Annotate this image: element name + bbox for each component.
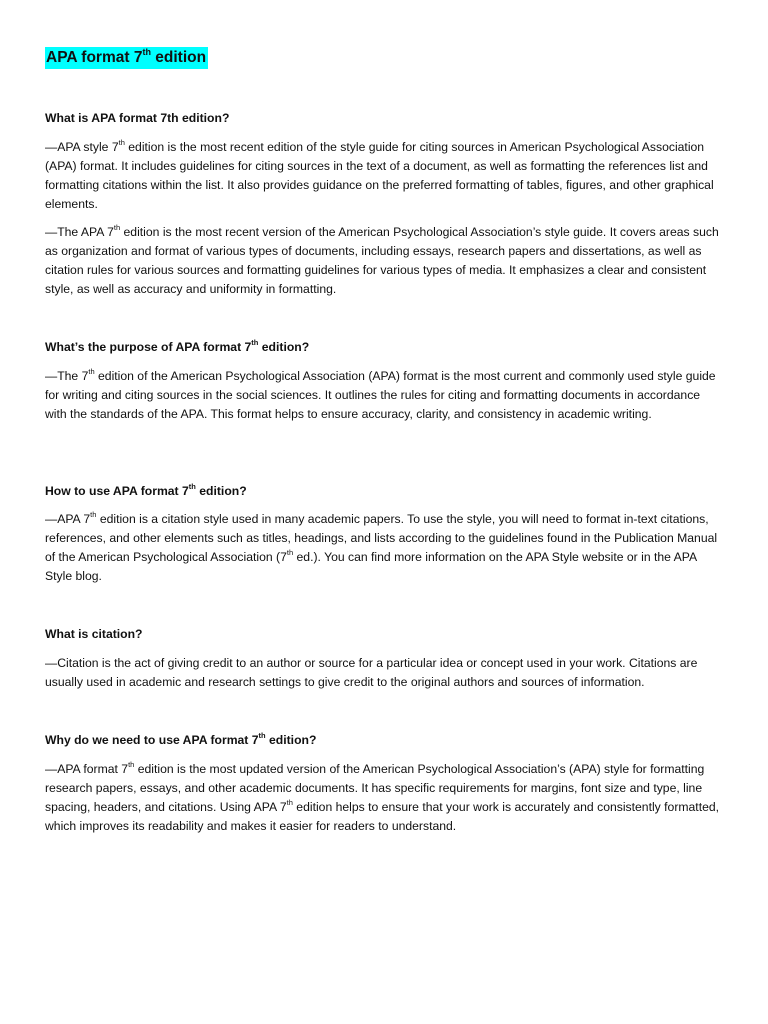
paragraph-text: edition is the most updated version of the American Psychological Association’s (APA) style for formatting research papers, essays, and other academic documents. It has specific requirements for margins, font size and type, line spacing, headers, and citations. Using APA 7 [45,762,705,814]
heading-text: Why do we need to use APA format 7 [45,733,259,747]
heading-text: edition? [195,484,247,498]
superscript: th [113,222,121,232]
paragraph-text: —APA format 7 [45,762,129,776]
paragraph-apa-version-description [45,223,725,299]
paragraph-text: edition of the American Psychological Association (APA) format is the most current and commonly used style guide for writing and citing sources in the social sciences. It outlines the rules for citing and formatting documents in accordance with the standards of the APA. This format helps to ensure accuracy, clarity, and consistency in academic writing. [45,369,716,421]
heading-text: edition? [258,340,310,354]
superscript: th [90,509,97,519]
heading-text: edition? [265,733,317,747]
superscript: th [88,366,95,376]
section-heading-how-to-use [45,482,247,500]
superscript: th [128,759,135,769]
paragraph-text: —APA style 7 [45,140,119,154]
document-title [45,47,208,69]
section-heading-what-is-apa: What is APA format 7th edition? [45,111,230,125]
paragraph-text: edition helps to ensure that your work is accurately and consistently formatted, which improves its readability and makes it easier for readers to understand. [45,800,720,833]
superscript: th [286,797,293,807]
title-text-end: edition [150,49,207,66]
paragraph-text: edition is a citation style used in many academic papers. To use the style, you will need to format in-text citations, references, and other elements such as titles, headings, and lists according to the guidelines found in the Publication Manual of the American Psychological Association (7 [45,512,718,564]
section-heading-why-use [45,731,316,749]
paragraph-text: edition is the most recent version of the American Psychological Association’s style guide. It covers areas such as organization and format of various types of documents, including essays, research papers and dissertations, as well as citation rules for various sources and formatting guidelines for various types of media. It emphasizes a clear and consistent style, as well as accuracy and uniformity in formatting. [45,225,719,296]
paragraph-why-use [45,760,725,836]
section-heading-purpose [45,338,309,356]
superscript: th [286,547,294,557]
heading-text: What’s the purpose of APA format 7 [45,340,252,354]
superscript: th [118,137,125,147]
paragraph-text: —The 7 [45,369,89,383]
paragraph-how-to-use [45,510,725,586]
paragraph-text: —The APA 7 [45,225,114,239]
title-superscript: th [142,46,151,57]
paragraph-citation-definition: —Citation is the act of giving credit to an author or source for a particular idea or concept used in your work. Citations are usually used in academic and research settings to give credit to the original authors and sources of information. [45,656,698,689]
paragraph-purpose [45,367,725,424]
title-text: APA format 7 [46,49,143,66]
superscript: th [258,730,266,740]
paragraph-text: —APA 7 [45,512,91,526]
paragraph-apa-style-definition [45,138,725,214]
superscript: th [251,337,259,347]
superscript: th [188,481,196,491]
paragraph-text: ed.). You can find more information on the APA Style website or in the APA Style blog. [45,550,697,583]
paragraph-text: edition is the most recent edition of the style guide for citing sources in American Psychological Association (APA) format. It includes guidelines for citing sources in the text of a document, as well as formatting the references list and formatting citations within the list. It also provides guidance on the preferred formatting of tables, figures, and other graphical elements. [45,140,714,211]
heading-text: How to use APA format 7 [45,484,189,498]
section-heading-what-is-citation: What is citation? [45,627,143,641]
